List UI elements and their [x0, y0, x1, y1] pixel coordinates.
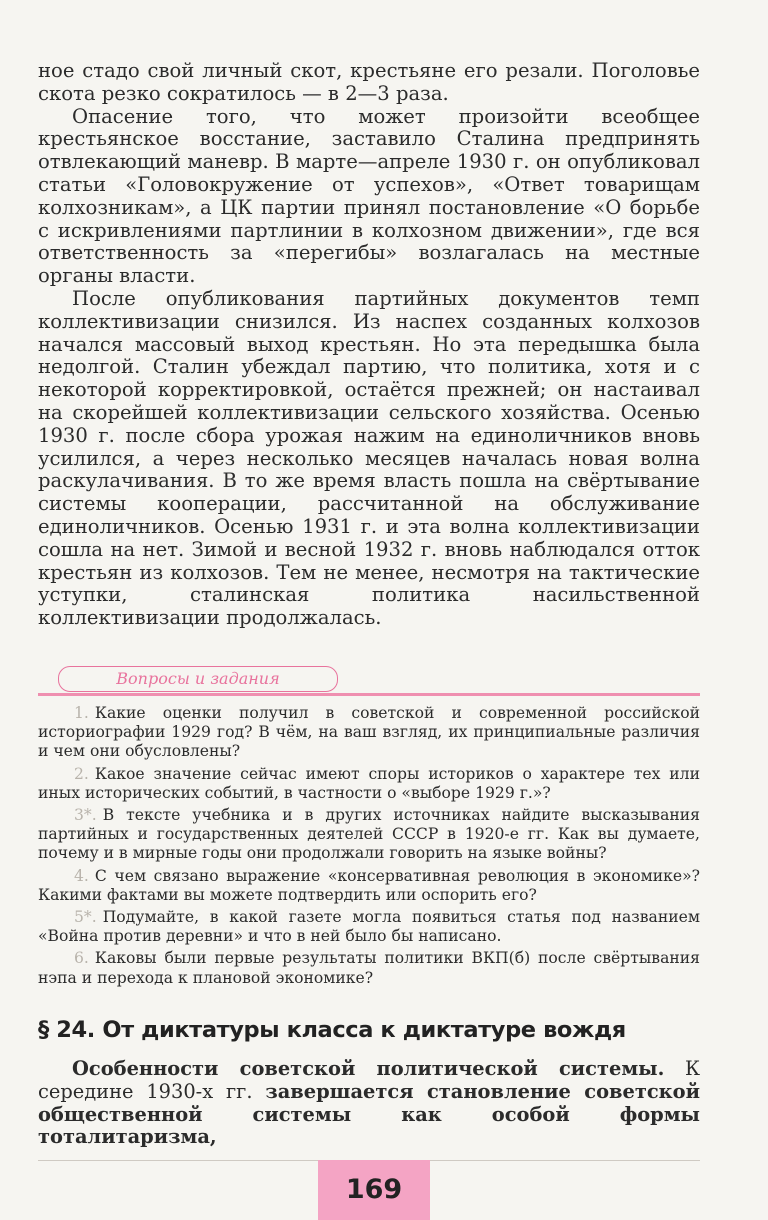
- question-item: [38, 908, 700, 946]
- paragraph: Опасение того, что может произойти всеобщее крестьянское восстание, заставило Сталина предпринять отвлекающий маневр. В марте—апреле 1930 г. он опубликовал статьи «Головокружение от успехов», «Ответ товарищам колхозникам», а ЦК партии принял постановление «О борьбе с искривлениями партлинии в колхозном движении», где вся ответственность за «перегибы» возлагалась на местные органы власти.: [38, 104, 700, 288]
- section-title: § 24. От диктатуры класса к диктатуре вождя: [38, 1017, 626, 1043]
- section-lead-emphasis: завершается становление советской общественной системы как особой формы тоталитаризма,: [38, 1079, 700, 1149]
- questions-list: [38, 704, 700, 991]
- page-number-tab: [318, 1160, 430, 1220]
- section-lead-heading: Особенности советской политической системы.: [72, 1057, 665, 1080]
- questions-header: [38, 666, 700, 696]
- question-item: [38, 949, 700, 987]
- question-item: [38, 765, 700, 803]
- question-item: [38, 867, 700, 905]
- question-number: 2.: [74, 764, 89, 783]
- main-text: [38, 60, 700, 630]
- question-number: 4.: [74, 866, 89, 885]
- questions-heading: Вопросы и задания: [58, 666, 338, 692]
- questions-divider: [38, 693, 700, 696]
- page-number: 169: [345, 1174, 403, 1205]
- paragraph-continued: ное стадо свой личный скот, крестьяне его резали. Поголовье скота резко сократилось — в 2—3 раза.: [38, 59, 700, 105]
- question-text: Подумайте, в какой газете могла появиться статья под названием «Война против деревни» и что в ней было бы написано.: [38, 908, 700, 946]
- section-paragraph: [38, 1058, 700, 1149]
- question-number: 5*.: [74, 908, 97, 927]
- question-number: 1.: [74, 704, 89, 722]
- section-intro: [38, 1058, 700, 1149]
- question-text: Каковы были первые результаты политики ВКП(б) после свёртывания нэпа и перехода к плановой экономике?: [38, 949, 700, 987]
- question-number: 6.: [74, 949, 89, 968]
- question-item: [38, 806, 700, 864]
- question-text: В тексте учебника и в других источниках найдите высказывания партийных и государственных деятелей СССР в 1920-е гг. Как вы думаете, почему и в мирные годы они продолжали говорить на языке войны?: [38, 806, 700, 863]
- question-number: 3*.: [74, 806, 97, 825]
- question-text: Какое значение сейчас имеют споры историков о характере тех или иных исторических событий, в частности о «выборе 1929 г.»?: [38, 764, 700, 802]
- question-item: [38, 704, 700, 762]
- section-lead-text: К середине 1930-х гг.: [38, 1057, 701, 1103]
- paragraph: После опубликования партийных документов темп коллективизации снизился. Из наспех созданных колхозов начался массовый выход крестьян. Но эта передышка была недолгой. Сталин убеждал партию, что политика, хотя и с некоторой корректировкой, остаётся прежней; он настаивал на скорейшей коллективизации сельского хозяйства. Осенью 1930 г. после сбора урожая нажим на единоличников вновь усилился, а через несколько месяцев началась новая волна раскулачивания. В то же время власть пошла на свёртывание системы кооперации, рассчитанной на обслуживание единоличников. Осенью 1931 г. и эта волна коллективизации сошла на нет. Зимой и весной 1932 г. вновь наблюдался отток крестьян из колхозов. Тем не менее, несмотря на тактические уступки, сталинская политика насильственной коллективизации продолжалась.: [38, 286, 700, 630]
- question-text: Какие оценки получил в советской и современной российской историографии 1929 год? В чём, на ваш взгляд, их принципиальные различия и чем они обусловлены?: [38, 704, 700, 761]
- question-text: С чем связано выражение «консервативная революция в экономике»? Какими фактами вы можете подтвердить или оспорить его?: [38, 866, 700, 904]
